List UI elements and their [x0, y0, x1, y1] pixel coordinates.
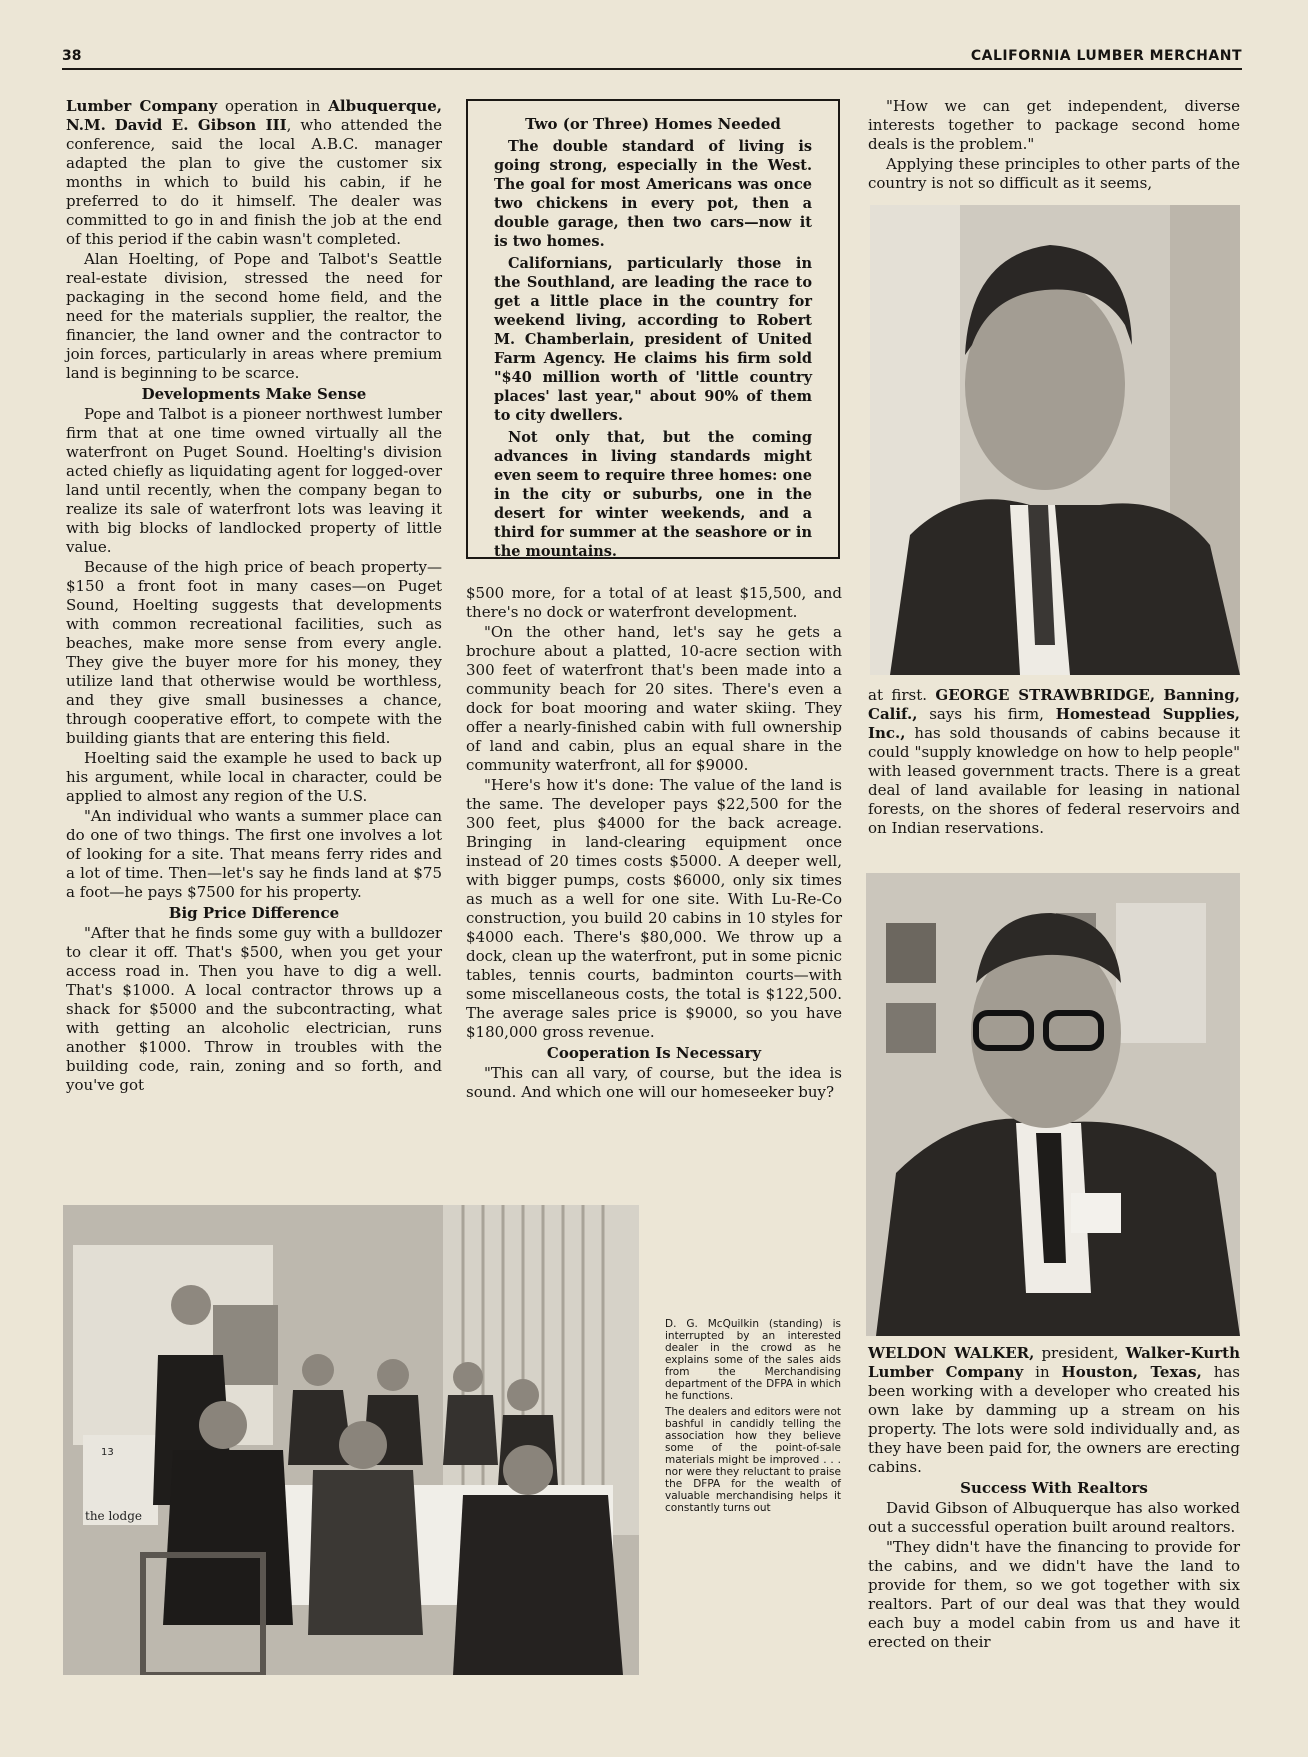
caption-paragraph: The dealers and editors were not bashful in candidly telling the association how they believe some of the point-of-sale materials might be improved . . . nor were they reluctant to praise the DFPA for the wealth of valuable merchandising helps it constantly turns out [665, 1406, 841, 1514]
article-column-2 [466, 584, 842, 1103]
paragraph: $500 more, for a total of at least $15,500, and there's no dock or waterfront development. [466, 584, 842, 621]
paragraph: WELDON WALKER, president, Walker-Kurth Lumber Company in Houston, Texas, has been working with a developer who created his own lake by damming up a stream on his property. The lots were sold individually and, as they have been paid for, the owners are erecting cabins. [868, 1344, 1241, 1476]
article-column-3-middle [868, 686, 1240, 839]
paragraph: "An individual who wants a summer place can do one of two things. The first one involves a lot of looking for a site. That means ferry rides and a lot of time. Then—let's say he finds land at $75 a foot—he pays $7500 for his property. [66, 807, 442, 901]
article-column-3-bottom [868, 1344, 1240, 1653]
magazine-title: CALIFORNIA LUMBER MERCHANT [970, 48, 1242, 64]
paragraph: "On the other hand, let's say he gets a brochure about a platted, 10-acre section with 300 feet of waterfront that's been made into a community beach for 20 sites. There's even a dock for boat mooring and water skiing. They offer a nearly-finished cabin with full ownership of land and cabin, plus an equal share in the community waterfront, all for $9000. [466, 623, 842, 774]
sidebar-paragraph: Californians, particularly those in the Southland, are leading the race to get a little place in the country for weekend living, according to Robert M. Chamberlain, president of United Farm Agency. He claims his firm sold "$40 million worth of 'little country places' last year," about 90% of them to city dwellers. [494, 255, 812, 424]
subheading: Cooperation Is Necessary [546, 1044, 762, 1062]
paragraph: Applying these principles to other parts of the country is not so difficult as it seems, [868, 155, 1240, 192]
photo-board-number: 13 [101, 1447, 114, 1458]
article-column-1 [66, 97, 442, 1096]
page-number: 38 [62, 48, 82, 64]
paragraph: "How we can get independent, diverse interests together to package second home deals is the problem." [868, 97, 1240, 153]
subheading: Big Price Difference [168, 904, 340, 922]
subheading: Success With Realtors [960, 1479, 1148, 1497]
sidebar-paragraph: The double standard of living is going strong, especially in the West. The goal for most Americans was once two chickens in every pot, then a double garage, then two cars—now it is two homes. [494, 138, 812, 250]
article-column-3 [868, 97, 1240, 194]
sidebar-title: Two (or Three) Homes Needed [525, 115, 781, 133]
paragraph: Pope and Talbot is a pioneer northwest lumber firm that at one time owned virtually all the waterfront on Puget Sound. Hoelting's division acted chiefly as liquidating agent for logged-over land until recently, when the company began to realize its sale of waterfront lots was leaving it with big blocks of landlocked property of little value. [66, 405, 442, 556]
paragraph: "This can all vary, of course, but the idea is sound. And which one will our homeseeker buy? [466, 1064, 842, 1101]
paragraph: Hoelting said the example he used to back up his argument, while local in character, could be applied to almost any region of the U.S. [66, 749, 442, 805]
paragraph: "Here's how it's done: The value of the land is the same. The developer pays $22,500 for the 300 feet, plus $4000 for the back acreage. Bringing in land-clearing equipment once instead of 20 times costs $5000. A deeper well, with bigger pumps, costs $6000, only six times as much as a well for one site. With Lu-Re-Co construction, you build 20 cabins in 10 styles for $4000 each. There's $80,000. We throw up a dock, clean up the waterfront, put in some picnic tables, tennis courts, badminton courts—with some miscellaneous costs, the total is $122,500. The average sales price is $9000, so you have $180,000 gross revenue. [466, 776, 842, 1041]
paragraph: "They didn't have the financing to provide for the cabins, and we didn't have the land to provide for them, so we got together with six realtors. Part of our deal was that they would each buy a model cabin from us and have it erected on their [868, 1538, 1240, 1651]
photo-board-sign: the lodge [85, 1509, 142, 1523]
meeting-photo [63, 1205, 639, 1675]
paragraph: David Gibson of Albuquerque has also worked out a successful operation built around realtors. [868, 1499, 1240, 1536]
portrait-photo-walker [866, 873, 1240, 1336]
subheading: Developments Make Sense [141, 385, 367, 403]
photo-caption [665, 1318, 841, 1518]
paragraph: Because of the high price of beach property—$150 a front foot in many cases—on Puget Sound, Hoelting suggests that developments with common recreational facilities, such as beaches, make more sense from every angle. They give the buyer more for his money, they utilize land that otherwise would be worthless, and they give small businesses a chance, through cooperative effort, to compete with the building giants that are entering this field. [66, 558, 442, 747]
sidebar-paragraph: Not only that, but the coming advances in living standards might even seem to require three homes: one in the city or suburbs, one in the desert for winter weekends, and a third for summer at the seashore or in the mountains. [494, 429, 812, 560]
caption-paragraph: D. G. McQuilkin (standing) is interrupted by an interested dealer in the crowd as he explains some of the sales aids from the Merchandising department of the DFPA in which he functions. [665, 1318, 841, 1402]
paragraph: Alan Hoelting, of Pope and Talbot's Seattle real-estate division, stressed the need for packaging in the second home field, and the need for the materials supplier, the realtor, the financier, the land owner and the contractor to join forces, particularly in areas where premium land is beginning to be scarce. [66, 250, 442, 382]
paragraph: "After that he finds some guy with a bulldozer to clear it off. That's $500, when you get your access road in. Then you have to dig a well. That's $1000. A local contractor throws up a shack for $5000 and the subcontracting, what with getting an alcoholic electrician, runs another $1000. Throw in troubles with the building code, rain, zoning and so forth, and you've got [66, 924, 442, 1094]
portrait-photo-strawbridge [870, 205, 1240, 675]
paragraph: Lumber Company operation in Albuquerque, N.M. David E. Gibson III, who attended the conference, said the local A.B.C. manager adapted the plan to give the customer six months in which to build his cabin, if he preferred to do it himself. The dealer was committed to go in and finish the job at the end of this period if the cabin wasn't completed. [66, 97, 442, 248]
paragraph: at first. GEORGE STRAWBRIDGE, Banning, Calif., says his firm, Homestead Supplies, Inc., has sold thousands of cabins because it could "supply knowledge on how to help people" with leased government tracts. There is a great deal of land available for leasing in national forests, on the shores of federal reservoirs and on Indian reservations. [868, 686, 1240, 837]
sidebar-box [466, 99, 840, 559]
header-rule [62, 68, 1242, 70]
